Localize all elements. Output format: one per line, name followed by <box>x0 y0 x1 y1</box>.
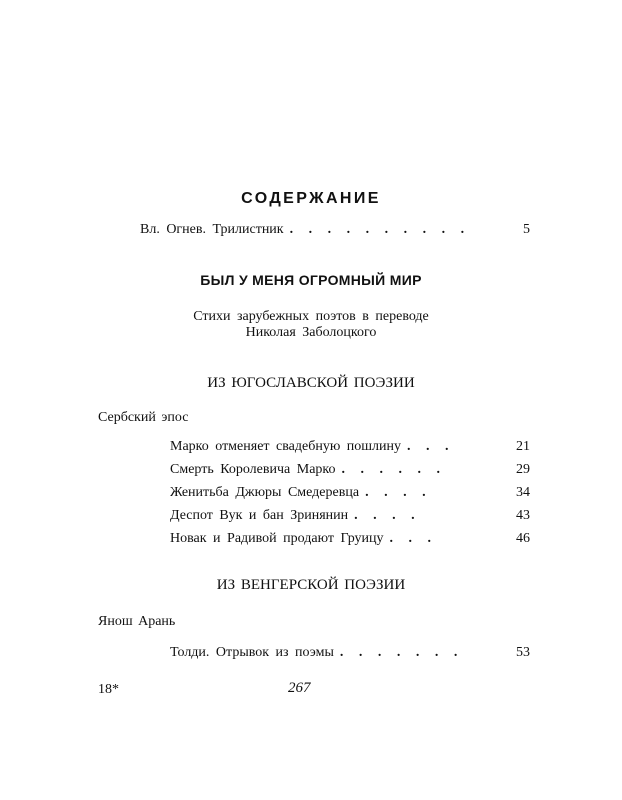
dot-leader: . . . . . . . . . . <box>289 222 471 237</box>
entry-page-number: 34 <box>516 485 530 500</box>
author-heading: Сербский эпос <box>98 410 189 425</box>
toc-entry <box>170 508 421 524</box>
subtitle-line-1: Стихи зарубежных поэтов в переводе <box>193 309 429 324</box>
page-number: 267 <box>288 680 311 696</box>
book-subtitle <box>0 309 622 341</box>
toc-entry <box>170 462 446 478</box>
dot-leader: . . . . <box>365 485 432 500</box>
toc-entry <box>170 439 455 455</box>
entry-title: Женитьба Джюры Смедеревца <box>170 485 360 500</box>
entry-title: Деспот Вук и бан Зринянин <box>170 508 349 523</box>
author-heading: Янош Арань <box>98 614 176 629</box>
entry-page-number: 43 <box>516 508 530 523</box>
toc-entry <box>170 645 463 661</box>
entry-page-number: 53 <box>516 645 530 660</box>
entry-title: Новак и Радивой продают Груицу <box>170 531 384 546</box>
section-heading-yugoslav: ИЗ ЮГОСЛАВСКОЙ ПОЭЗИИ <box>207 375 415 391</box>
entry-title: Марко отменяет свадебную пошлину <box>170 439 402 454</box>
toc-entry <box>170 531 437 547</box>
entry-title: Вл. Огнев. Трилистник <box>140 222 284 237</box>
book-title: БЫЛ У МЕНЯ ОГРОМНЫЙ МИР <box>200 272 422 288</box>
entry-page-number: 46 <box>516 531 530 546</box>
dot-leader: . . . . . . . <box>339 645 464 660</box>
toc-entry <box>170 485 432 501</box>
subtitle-line-2: Николая Заболоцкого <box>245 325 377 340</box>
section-heading-hungarian: ИЗ ВЕНГЕРСКОЙ ПОЭЗИИ <box>216 577 406 593</box>
entry-page-number: 29 <box>516 462 530 477</box>
dot-leader: . . . . . . <box>341 462 446 477</box>
toc-heading: СОДЕРЖАНИЕ <box>241 190 381 207</box>
entry-title: Толди. Отрывок из поэмы <box>170 645 334 660</box>
entry-page-number: 21 <box>516 439 530 454</box>
dot-leader: . . . . <box>354 508 421 523</box>
toc-entry-intro <box>140 222 470 238</box>
dot-leader: . . . <box>389 531 437 546</box>
entry-title: Смерть Королевича Марко <box>170 462 336 477</box>
dot-leader: . . . <box>407 439 455 454</box>
signature-mark: 18* <box>98 682 119 697</box>
entry-page-number: 5 <box>523 222 530 237</box>
